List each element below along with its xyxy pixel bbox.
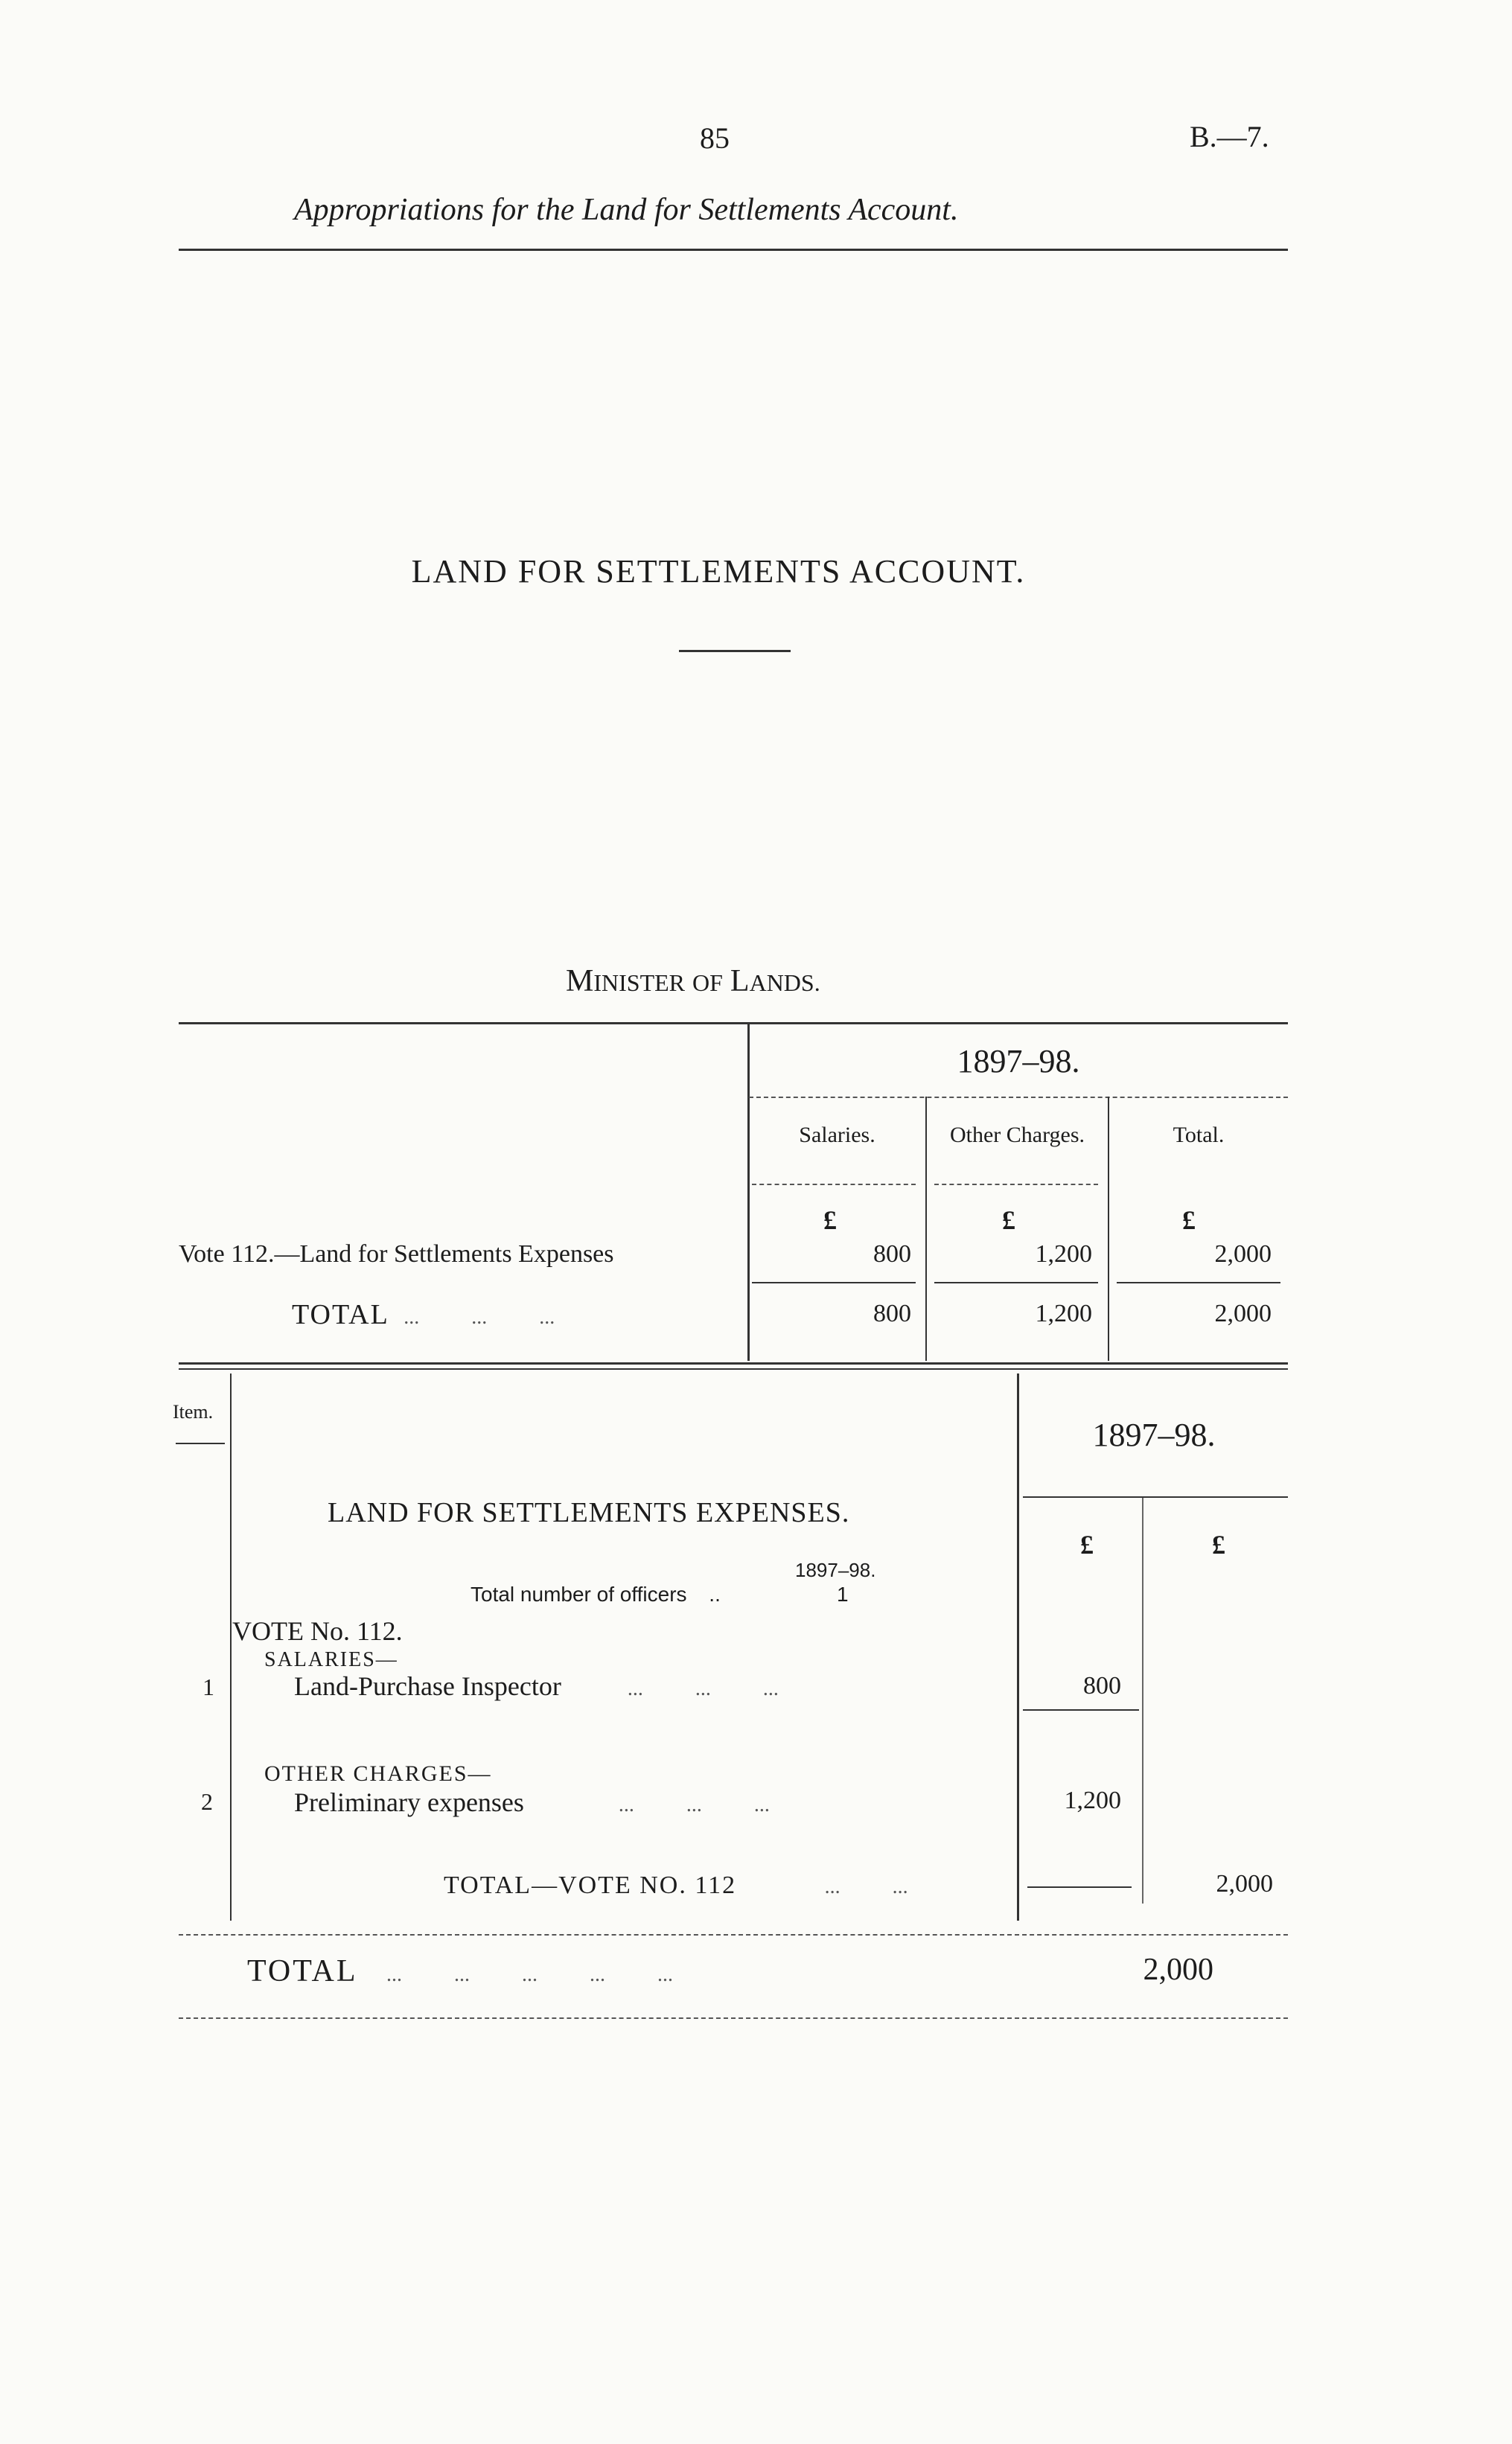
item-column-header: Item. — [173, 1401, 214, 1423]
vote-row-label: Vote 112.—Land for Settlements Expenses — [179, 1240, 614, 1268]
vote-total-value: 2,000 — [1214, 1240, 1272, 1268]
vote-total-amount: 2,000 — [1216, 1870, 1273, 1898]
summary-year: 1897–98. — [957, 1043, 1080, 1079]
vote-other-charges-value: 1,200 — [1035, 1240, 1092, 1268]
column-header-other-charges: Other Charges. — [949, 1123, 1085, 1147]
item-amount: 800 — [1083, 1672, 1121, 1700]
officers-count: 1 — [837, 1583, 849, 1606]
officers-year: 1897–98. — [795, 1559, 876, 1581]
item-number: 2 — [201, 1788, 213, 1815]
item-label: Preliminary expenses ... ... ... — [294, 1787, 770, 1817]
item-amount: 1,200 — [1064, 1787, 1121, 1814]
salaries-heading: SALARIES— — [264, 1648, 398, 1671]
running-title: Appropriations for the Land for Settlements Account. — [294, 193, 959, 227]
header-rule — [179, 249, 1288, 251]
detail-year: 1897–98. — [1092, 1417, 1216, 1453]
grand-total-amount: 2,000 — [1143, 1953, 1213, 1987]
total-row-label: TOTAL ... ... ... — [292, 1299, 555, 1330]
currency-symbol: £ — [1080, 1530, 1094, 1560]
total-total-value: 2,000 — [1214, 1300, 1272, 1327]
detail-heading: LAND FOR SETTLEMENTS EXPENSES. — [328, 1497, 850, 1528]
vote-salaries-value: 800 — [873, 1240, 911, 1268]
column-header-total: Total. — [1173, 1123, 1225, 1147]
currency-symbol: £ — [1212, 1530, 1225, 1560]
currency-symbol: £ — [1182, 1205, 1196, 1235]
other-charges-heading: OTHER CHARGES— — [264, 1761, 492, 1786]
minister-heading: MINISTER OF LANDS. — [566, 964, 820, 998]
item-number: 1 — [202, 1674, 214, 1700]
total-salaries-value: 800 — [873, 1300, 911, 1327]
total-other-charges-value: 1,200 — [1035, 1300, 1092, 1327]
column-header-salaries: Salaries. — [799, 1123, 875, 1147]
grand-total-label: TOTAL ... ... ... ... ... — [247, 1954, 674, 1988]
vote-heading: VOTE No. 112. — [232, 1616, 403, 1646]
currency-symbol: £ — [1002, 1205, 1015, 1235]
page-number: 85 — [700, 121, 730, 155]
document-reference: B.—7. — [1190, 120, 1269, 153]
officers-label: Total number of officers .. — [470, 1583, 721, 1606]
item-label: Land-Purchase Inspector ... ... ... — [294, 1671, 779, 1701]
main-title: LAND FOR SETTLEMENTS ACCOUNT. — [411, 553, 1026, 590]
currency-symbol: £ — [823, 1205, 837, 1235]
vote-total-label: TOTAL—VOTE NO. 112 ... ... — [444, 1872, 908, 1899]
title-rule — [679, 650, 791, 652]
